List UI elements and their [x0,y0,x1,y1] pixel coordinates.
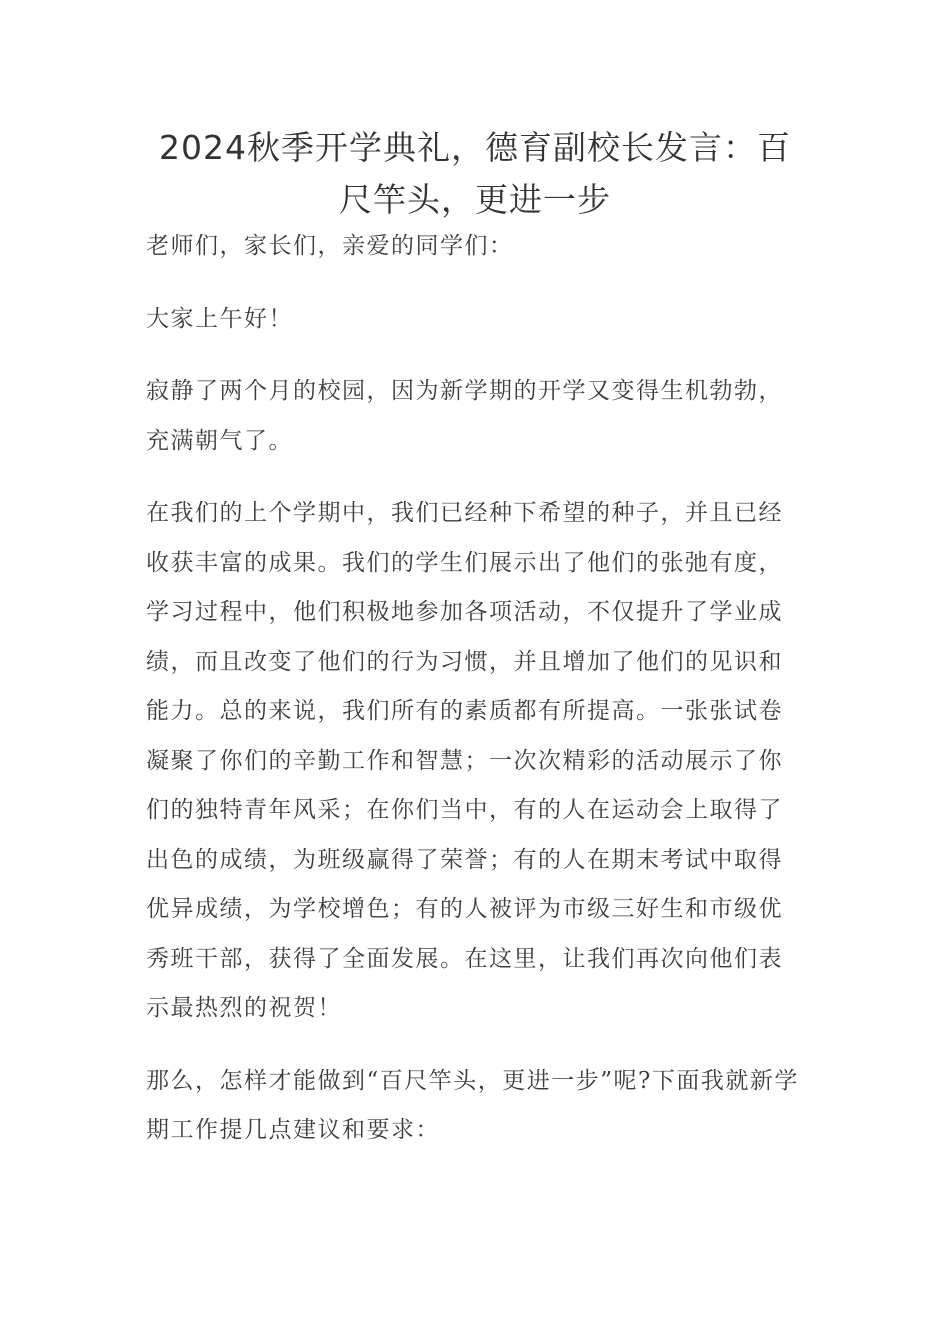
paragraph-salutation: 大家上午好！ [146,305,293,332]
document-body [146,222,801,1179]
paragraph-suggestions: 那么，怎样才能做到“百尺竿头，更进一步”呢?下面我就新学期工作提几点建议和要求： [146,1067,799,1143]
paragraph-greeting: 老师们，家长们，亲爱的同学们： [146,233,514,259]
document-title: 2024秋季开学典礼，德育副校长发言：百尺竿头，更进一步 [159,128,791,219]
paragraph-achievements: 在我们的上个学期中，我们已经种下希望的种子，并且已经收获丰富的成果。我们的学生们展示出了他们的张弛有度，学习过程中，他们积极地参加各项活动，不仅提升了学业成绩，而且改变了他们的行为习惯，并且增加了他们的见识和能力。总的来说，我们所有的素质都有所提高。一张张试卷凝聚了你们的辛勤工作和智慧；一次次精彩的活动展示了你们的独特青年风采；在你们当中，有的人在运动会上取得了出色的成绩，为班级赢得了荣誉；有的人在期末考试中取得优异成绩，为学校增色；有的人被评为市级三好生和市级优秀班干部，获得了全面发展。在这里，让我们再次向他们表示最热烈的祝贺！ [146,500,783,1021]
paragraph-campus: 寂静了两个月的校园，因为新学期的开学又变得生机勃勃，充满朝气了。 [146,378,783,454]
